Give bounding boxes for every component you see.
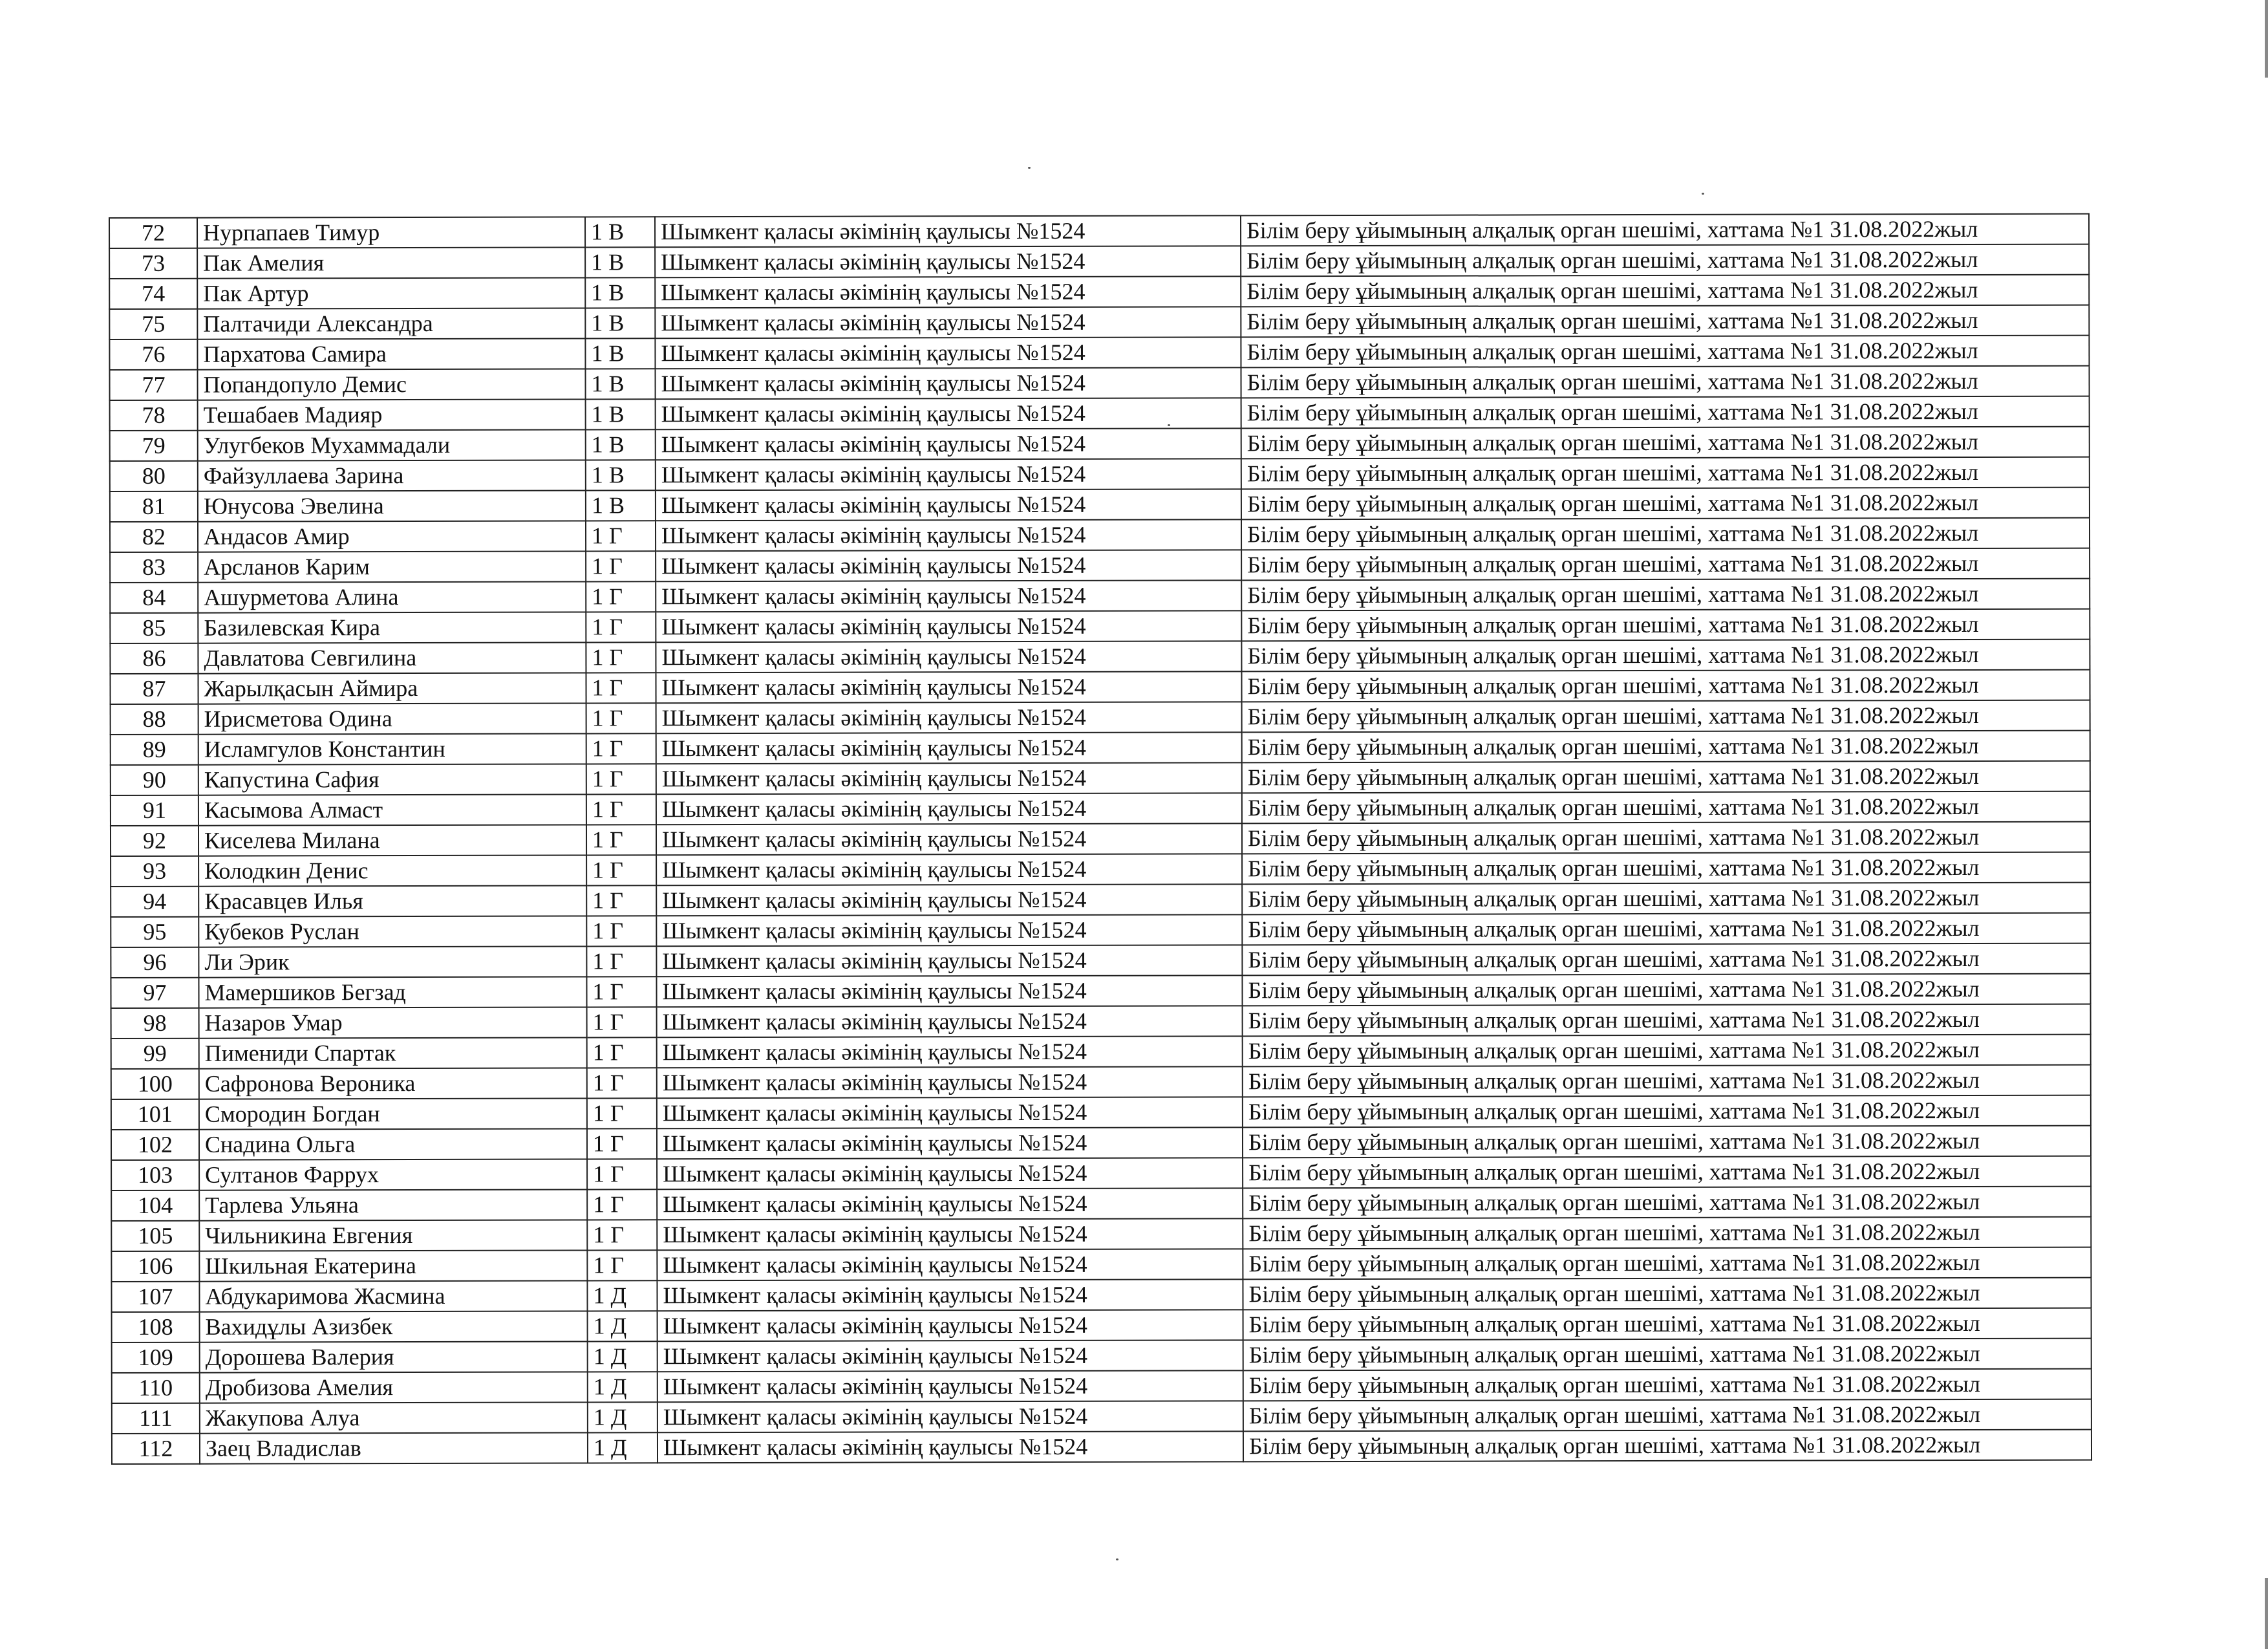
table-row	[111, 1004, 2091, 1039]
decree-cell: Шымкент қаласы әкімінің қаулысы №1524	[656, 580, 1241, 612]
table-row	[110, 548, 2090, 583]
row-number-cell: 100	[111, 1069, 199, 1099]
decision-cell: Білім беру ұйымының алқалық орган шешімі, хаттама №1 31.08.2022жыл	[1241, 214, 2089, 246]
student-name-cell: Тарлева Ульяна	[199, 1189, 587, 1220]
class-cell: 1 В	[585, 338, 655, 369]
decision-cell: Білім беру ұйымының алқалық орган шешімі, хаттама №1 31.08.2022жыл	[1241, 518, 2090, 550]
decision-cell: Білім беру ұйымының алқалық орган шешімі, хаттама №1 31.08.2022жыл	[1243, 1399, 2091, 1432]
class-cell: 1 Г	[587, 1220, 657, 1250]
decree-cell: Шымкент қаласы әкімінің қаулысы №1524	[656, 428, 1241, 460]
decree-cell: Шымкент қаласы әкімінің қаулысы №1524	[655, 367, 1241, 399]
class-cell: 1 В	[585, 369, 655, 399]
decision-cell: Білім беру ұйымының алқалық орган шешімі, хаттама №1 31.08.2022жыл	[1241, 670, 2090, 702]
decree-cell: Шымкент қаласы әкімінің қаулысы №1524	[656, 975, 1242, 1007]
decision-cell: Білім беру ұйымының алқалық орган шешімі, хаттама №1 31.08.2022жыл	[1241, 609, 2090, 641]
class-cell: 1 В	[585, 247, 655, 277]
table-row	[111, 1278, 2091, 1312]
decree-cell: Шымкент қаласы әкімінің қаулысы №1524	[656, 823, 1242, 855]
table-row	[111, 1247, 2091, 1282]
row-number-cell: 83	[110, 552, 198, 583]
student-name-cell: Пак Амелия	[197, 247, 585, 278]
table-row	[112, 1399, 2091, 1434]
class-cell: 1 Г	[587, 1007, 657, 1037]
decision-cell: Білім беру ұйымының алқалық орган шешімі, хаттама №1 31.08.2022жыл	[1241, 336, 2089, 368]
decision-cell: Білім беру ұйымының алқалық орган шешімі, хаттама №1 31.08.2022жыл	[1241, 579, 2090, 611]
row-number-cell: 109	[112, 1342, 200, 1373]
class-cell: 1 Г	[587, 1250, 657, 1280]
class-cell: 1 Г	[586, 581, 656, 612]
decree-cell: Шымкент қаласы әкімінің қаулысы №1524	[657, 1218, 1243, 1250]
scan-speck	[1116, 1558, 1118, 1560]
table-row	[110, 670, 2090, 704]
student-name-cell: Пимениди Спартак	[199, 1037, 587, 1068]
decision-cell: Білім беру ұйымының алқалық орган шешімі, хаттама №1 31.08.2022жыл	[1242, 943, 2090, 976]
class-cell: 1 В	[586, 399, 656, 429]
student-name-cell: Снадина Ольга	[199, 1128, 587, 1159]
decision-cell: Білім беру ұйымының алқалық орган шешімі, хаттама №1 31.08.2022жыл	[1241, 457, 2090, 490]
table-row	[110, 457, 2090, 491]
student-name-cell: Базилевская Кира	[198, 612, 586, 643]
decision-cell: Білім беру ұйымының алқалық орган шешімі, хаттама №1 31.08.2022жыл	[1243, 1065, 2091, 1097]
decision-cell: Білім беру ұйымының алқалық орган шешімі, хаттама №1 31.08.2022жыл	[1242, 852, 2090, 885]
decision-cell: Білім беру ұйымының алқалық орган шешімі, хаттама №1 31.08.2022жыл	[1242, 974, 2090, 1006]
row-number-cell: 90	[111, 765, 198, 795]
row-number-cell: 88	[111, 704, 198, 735]
decision-cell: Білім беру ұйымының алқалық орган шешімі, хаттама №1 31.08.2022жыл	[1243, 1308, 2091, 1341]
decree-cell: Шымкент қаласы әкімінің қаулысы №1524	[656, 884, 1242, 916]
decree-cell: Шымкент қаласы әкімінің қаулысы №1524	[656, 641, 1241, 673]
table-row	[109, 336, 2089, 370]
table-row	[111, 1035, 2091, 1069]
decree-cell: Шымкент қаласы әкімінің қаулысы №1524	[656, 854, 1242, 885]
table-row	[111, 943, 2090, 978]
decision-cell: Білім беру ұйымының алқалық орган шешімі, хаттама №1 31.08.2022жыл	[1243, 1278, 2091, 1310]
table-row	[111, 974, 2090, 1008]
student-name-cell: Попандопуло Демис	[197, 369, 585, 400]
student-name-cell: Тешабаев Мадияр	[198, 399, 586, 430]
decision-cell: Білім беру ұйымының алқалық орган шешімі, хаттама №1 31.08.2022жыл	[1241, 396, 2090, 429]
student-name-cell: Касымова Алмаст	[198, 794, 586, 825]
student-name-cell: Дробизова Амелия	[200, 1372, 588, 1403]
student-name-cell: Юнусова Эвелина	[198, 490, 586, 521]
decree-cell: Шымкент қаласы әкімінің қаулысы №1524	[656, 945, 1242, 976]
table-row	[112, 1369, 2091, 1403]
row-number-cell: 112	[112, 1434, 200, 1464]
decree-cell: Шымкент қаласы әкімінің қаулысы №1524	[655, 276, 1241, 308]
class-cell: 1 В	[585, 277, 655, 308]
table-row	[111, 883, 2090, 917]
row-number-cell: 84	[110, 583, 198, 613]
student-name-cell: Киселева Милана	[198, 824, 586, 856]
table-row	[109, 305, 2089, 339]
table-row	[112, 1308, 2091, 1342]
class-cell: 1 Г	[586, 733, 656, 764]
decree-cell: Шымкент қаласы әкімінің қаулысы №1524	[658, 1340, 1243, 1372]
table-row	[111, 1065, 2091, 1099]
student-name-cell: Капустина Сафия	[198, 764, 586, 795]
student-name-cell: Сафронова Вероника	[199, 1068, 587, 1099]
table-row	[109, 214, 2089, 248]
table-row	[111, 822, 2090, 856]
decision-cell: Білім беру ұйымының алқалық орган шешімі, хаттама №1 31.08.2022жыл	[1243, 1247, 2091, 1280]
decision-cell: Білім беру ұйымының алқалық орган шешімі, хаттама №1 31.08.2022жыл	[1241, 548, 2090, 581]
class-cell: 1 Д	[588, 1341, 658, 1372]
row-number-cell: 85	[110, 613, 198, 643]
class-cell: 1 Д	[588, 1432, 658, 1463]
row-number-cell: 76	[109, 339, 197, 370]
class-cell: 1 Г	[586, 976, 656, 1007]
row-number-cell: 111	[112, 1403, 200, 1434]
student-name-cell: Нурпапаев Тимур	[197, 217, 585, 248]
row-number-cell: 110	[112, 1373, 200, 1403]
table-row	[110, 640, 2090, 674]
class-cell: 1 Г	[586, 521, 656, 551]
row-number-cell: 94	[111, 887, 198, 917]
row-number-cell: 103	[111, 1160, 199, 1191]
decree-cell: Шымкент қаласы әкімінің қаулысы №1524	[655, 337, 1241, 369]
row-number-cell: 102	[111, 1130, 199, 1160]
row-number-cell: 96	[111, 947, 198, 978]
student-name-cell: Колодкин Денис	[198, 855, 586, 886]
decision-cell: Білім беру ұйымының алқалық орган шешімі, хаттама №1 31.08.2022жыл	[1241, 275, 2089, 307]
class-cell: 1 Г	[587, 1037, 657, 1068]
table-row	[109, 275, 2089, 309]
table-row	[110, 488, 2090, 522]
table-row	[111, 761, 2090, 795]
class-cell: 1 Г	[587, 1128, 657, 1159]
table-row	[111, 1156, 2091, 1191]
class-cell: 1 Г	[587, 1098, 657, 1128]
class-cell: 1 Д	[587, 1280, 657, 1311]
roster-body	[109, 214, 2091, 1464]
decision-cell: Білім беру ұйымының алқалық орган шешімі, хаттама №1 31.08.2022жыл	[1241, 244, 2089, 277]
student-name-cell: Вахидұлы Азизбек	[200, 1311, 588, 1342]
class-cell: 1 Г	[586, 551, 656, 581]
row-number-cell: 98	[111, 1008, 199, 1039]
row-number-cell: 95	[111, 917, 198, 947]
student-name-cell: Красавцев Илья	[198, 885, 586, 916]
student-name-cell: Султанов Фаррух	[199, 1159, 587, 1190]
decision-cell: Білім беру ұйымының алқалық орган шешімі, хаттама №1 31.08.2022жыл	[1241, 488, 2090, 520]
table-row	[111, 1187, 2091, 1221]
row-number-cell: 73	[109, 248, 197, 279]
table-row	[110, 427, 2090, 461]
student-name-cell: Дорошева Валерия	[200, 1341, 588, 1372]
row-number-cell: 108	[112, 1312, 200, 1342]
student-name-cell: Мамершиков Бегзад	[198, 976, 586, 1008]
scan-edge-mark	[2265, 1578, 2268, 1649]
decree-cell: Шымкент қаласы әкімінің қаулысы №1524	[657, 1249, 1243, 1280]
student-name-cell: Чильникина Евгения	[199, 1220, 587, 1251]
student-name-cell: Пак Артур	[197, 277, 585, 308]
class-cell: 1 Д	[588, 1311, 658, 1341]
row-number-cell: 72	[109, 218, 197, 248]
student-name-cell: Шкильная Екатерина	[199, 1250, 587, 1281]
student-name-cell: Палтачиди Александра	[197, 308, 585, 339]
decree-cell: Шымкент қаласы әкімінің қаулысы №1524	[656, 732, 1242, 764]
student-name-cell: Заец Владислав	[200, 1432, 588, 1463]
decree-cell: Шымкент қаласы әкімінің қаулысы №1524	[658, 1401, 1243, 1432]
decision-cell: Білім беру ұйымының алқалық орган шешімі, хаттама №1 31.08.2022жыл	[1241, 366, 2089, 398]
class-cell: 1 Г	[586, 916, 656, 946]
row-number-cell: 80	[110, 461, 198, 491]
table-row	[111, 700, 2090, 735]
decision-cell: Білім беру ұйымының алқалық орган шешімі, хаттама №1 31.08.2022жыл	[1241, 640, 2090, 672]
decision-cell: Білім беру ұйымының алқалық орган шешімі, хаттама №1 31.08.2022жыл	[1242, 913, 2090, 945]
decree-cell: Шымкент қаласы әкімінің қаулысы №1524	[657, 1006, 1243, 1037]
table-row	[111, 852, 2090, 887]
decision-cell: Білім беру ұйымының алқалық орган шешімі, хаттама №1 31.08.2022жыл	[1243, 1004, 2091, 1037]
student-name-cell: Кубеков Руслан	[198, 916, 586, 947]
decision-cell: Білім беру ұйымының алқалық орган шешімі, хаттама №1 31.08.2022жыл	[1243, 1217, 2091, 1249]
decree-cell: Шымкент қаласы әкімінің қаулысы №1524	[658, 1431, 1243, 1463]
decree-cell: Шымкент қаласы әкімінің қаулысы №1524	[658, 1370, 1243, 1402]
class-cell: 1 Г	[586, 703, 656, 733]
class-cell: 1 В	[585, 308, 655, 338]
decision-cell: Білім беру ұйымының алқалық орган шешімі, хаттама №1 31.08.2022жыл	[1243, 1339, 2091, 1371]
decree-cell: Шымкент қаласы әкімінің қаулысы №1524	[656, 702, 1242, 733]
class-cell: 1 В	[586, 460, 656, 490]
decree-cell: Шымкент қаласы әкімінің қаулысы №1524	[657, 1036, 1243, 1068]
table-row	[110, 518, 2090, 552]
row-number-cell: 89	[111, 735, 198, 765]
decree-cell: Шымкент қаласы әкімінің қаулысы №1524	[655, 246, 1241, 277]
student-name-cell: Назаров Умар	[199, 1007, 587, 1038]
row-number-cell: 86	[110, 643, 198, 674]
decree-cell: Шымкент қаласы әкімінің қаулысы №1524	[656, 550, 1241, 581]
table-row	[111, 1126, 2091, 1160]
row-number-cell: 105	[111, 1221, 199, 1251]
class-cell: 1 В	[585, 217, 655, 247]
decision-cell: Білім беру ұйымының алқалық орган шешімі, хаттама №1 31.08.2022жыл	[1242, 792, 2090, 824]
decision-cell: Білім беру ұйымының алқалық орган шешімі, хаттама №1 31.08.2022жыл	[1243, 1095, 2091, 1128]
row-number-cell: 107	[111, 1282, 199, 1312]
table-row	[109, 244, 2089, 279]
decree-cell: Шымкент қаласы әкімінің қаулысы №1524	[656, 519, 1241, 551]
decree-cell: Шымкент қаласы әкімінің қаулысы №1524	[657, 1127, 1243, 1159]
table-row	[110, 609, 2090, 643]
decree-cell: Шымкент қаласы әкімінің қаулысы №1524	[655, 307, 1241, 338]
row-number-cell: 104	[111, 1191, 199, 1221]
class-cell: 1 Г	[586, 642, 656, 673]
decree-cell: Шымкент қаласы әкімінің қаулысы №1524	[657, 1097, 1243, 1128]
class-cell: 1 Г	[586, 612, 656, 642]
scan-edge-mark	[2265, 0, 2268, 78]
table-row	[111, 1217, 2091, 1251]
decree-cell: Шымкент қаласы әкімінің қаулысы №1524	[656, 914, 1242, 946]
student-name-cell: Ирисметова Одина	[198, 703, 586, 734]
class-cell: 1 Г	[586, 885, 656, 916]
decision-cell: Білім беру ұйымының алқалық орган шешімі, хаттама №1 31.08.2022жыл	[1243, 1430, 2091, 1462]
scan-speck	[1702, 193, 1704, 195]
student-name-cell: Ашурметова Алина	[198, 581, 586, 612]
decree-cell: Шымкент қаласы әкімінің қаулысы №1524	[657, 1188, 1243, 1220]
class-cell: 1 В	[586, 429, 656, 460]
class-cell: 1 Г	[586, 794, 656, 824]
student-name-cell: Абдукаримова Жасмина	[199, 1280, 587, 1311]
row-number-cell: 106	[111, 1251, 199, 1282]
row-number-cell: 93	[111, 856, 198, 887]
class-cell: 1 Г	[587, 1068, 657, 1098]
decree-cell: Шымкент қаласы әкімінің қаулысы №1524	[658, 1310, 1243, 1341]
row-number-cell: 82	[110, 522, 198, 552]
class-cell: 1 Г	[586, 946, 656, 976]
decree-cell: Шымкент қаласы әкімінің қаулысы №1524	[656, 610, 1241, 642]
table-row	[110, 579, 2090, 613]
row-number-cell: 74	[109, 279, 197, 309]
decision-cell: Білім беру ұйымының алқалық орган шешімі, хаттама №1 31.08.2022жыл	[1243, 1156, 2091, 1189]
class-cell: 1 Г	[586, 764, 656, 794]
row-number-cell: 91	[111, 795, 198, 826]
student-name-cell: Жакупова Алуа	[200, 1402, 588, 1433]
scan-speck	[1168, 424, 1170, 426]
row-number-cell: 78	[110, 400, 198, 431]
table-row	[112, 1430, 2091, 1464]
class-cell: 1 Г	[587, 1159, 657, 1189]
decision-cell: Білім беру ұйымының алқалық орган шешімі, хаттама №1 31.08.2022жыл	[1241, 427, 2090, 459]
class-cell: 1 Г	[587, 1189, 657, 1220]
decision-cell: Білім беру ұйымының алқалық орган шешімі, хаттама №1 31.08.2022жыл	[1243, 1187, 2091, 1219]
class-cell: 1 Д	[588, 1402, 658, 1432]
row-number-cell: 79	[110, 431, 198, 461]
decree-cell: Шымкент қаласы әкімінің қаулысы №1524	[657, 1279, 1243, 1311]
scan-speck	[1028, 167, 1031, 169]
student-name-cell: Жарылқасын Аймира	[198, 673, 586, 704]
row-number-cell: 75	[109, 309, 197, 339]
decree-cell: Шымкент қаласы әкімінің қаулысы №1524	[655, 215, 1241, 247]
row-number-cell: 87	[110, 674, 198, 704]
class-cell: 1 Г	[586, 673, 656, 703]
decision-cell: Білім беру ұйымының алқалық орган шешімі, хаттама №1 31.08.2022жыл	[1242, 883, 2090, 915]
class-cell: 1 Д	[588, 1372, 658, 1402]
decree-cell: Шымкент қаласы әкімінің қаулысы №1524	[656, 762, 1242, 794]
decision-cell: Білім беру ұйымының алқалық орган шешімі, хаттама №1 31.08.2022жыл	[1243, 1369, 2091, 1401]
row-number-cell: 92	[111, 826, 198, 856]
decree-cell: Шымкент қаласы әкімінің қаулысы №1524	[656, 489, 1241, 521]
class-cell: 1 В	[586, 490, 656, 521]
decision-cell: Білім беру ұйымының алқалық орган шешімі, хаттама №1 31.08.2022жыл	[1242, 731, 2090, 763]
student-name-cell: Файзуллаева Зарина	[198, 460, 586, 491]
decree-cell: Шымкент қаласы әкімінің қаулысы №1524	[656, 458, 1241, 490]
class-cell: 1 Г	[586, 855, 656, 885]
row-number-cell: 99	[111, 1039, 199, 1069]
row-number-cell: 101	[111, 1099, 199, 1130]
student-name-cell: Исламгулов Константин	[198, 733, 586, 764]
decree-cell: Шымкент қаласы әкімінің қаулысы №1524	[657, 1066, 1243, 1098]
decree-cell: Шымкент қаласы әкімінің қаулысы №1524	[656, 398, 1241, 429]
decision-cell: Білім беру ұйымының алқалық орган шешімі, хаттама №1 31.08.2022жыл	[1242, 822, 2090, 854]
student-name-cell: Арсланов Карим	[198, 551, 586, 582]
table-row	[111, 913, 2090, 947]
student-name-cell: Смородин Богдан	[199, 1098, 587, 1129]
student-name-cell: Ли Эрик	[198, 946, 586, 977]
row-number-cell: 81	[110, 491, 198, 522]
table-row	[111, 792, 2090, 826]
decree-cell: Шымкент қаласы әкімінің қаулысы №1524	[657, 1158, 1243, 1189]
decision-cell: Білім беру ұйымының алқалық орган шешімі, хаттама №1 31.08.2022жыл	[1242, 761, 2090, 793]
class-cell: 1 Г	[586, 824, 656, 855]
student-name-cell: Улугбеков Мухаммадали	[198, 429, 586, 460]
student-name-cell: Давлатова Севгилина	[198, 642, 586, 673]
table-row	[110, 396, 2090, 431]
student-roster-table	[109, 213, 2092, 1465]
decree-cell: Шымкент қаласы әкімінің қаулысы №1524	[656, 793, 1242, 824]
row-number-cell: 97	[111, 978, 198, 1008]
table-row	[111, 1095, 2091, 1130]
decision-cell: Білім беру ұйымының алқалық орган шешімі, хаттама №1 31.08.2022жыл	[1243, 1035, 2091, 1067]
decision-cell: Білім беру ұйымының алқалық орган шешімі, хаттама №1 31.08.2022жыл	[1242, 700, 2090, 733]
table-row	[111, 731, 2090, 765]
decision-cell: Білім беру ұйымының алқалық орган шешімі, хаттама №1 31.08.2022жыл	[1243, 1126, 2091, 1158]
student-name-cell: Пархатова Самира	[197, 338, 585, 369]
row-number-cell: 77	[109, 370, 197, 400]
table-row	[109, 366, 2089, 400]
decision-cell: Білім беру ұйымының алқалық орган шешімі, хаттама №1 31.08.2022жыл	[1241, 305, 2089, 338]
table-row	[112, 1339, 2091, 1373]
student-name-cell: Андасов Амир	[198, 521, 586, 552]
decree-cell: Шымкент қаласы әкімінің қаулысы №1524	[656, 671, 1241, 703]
document-sheet	[109, 213, 2091, 1465]
